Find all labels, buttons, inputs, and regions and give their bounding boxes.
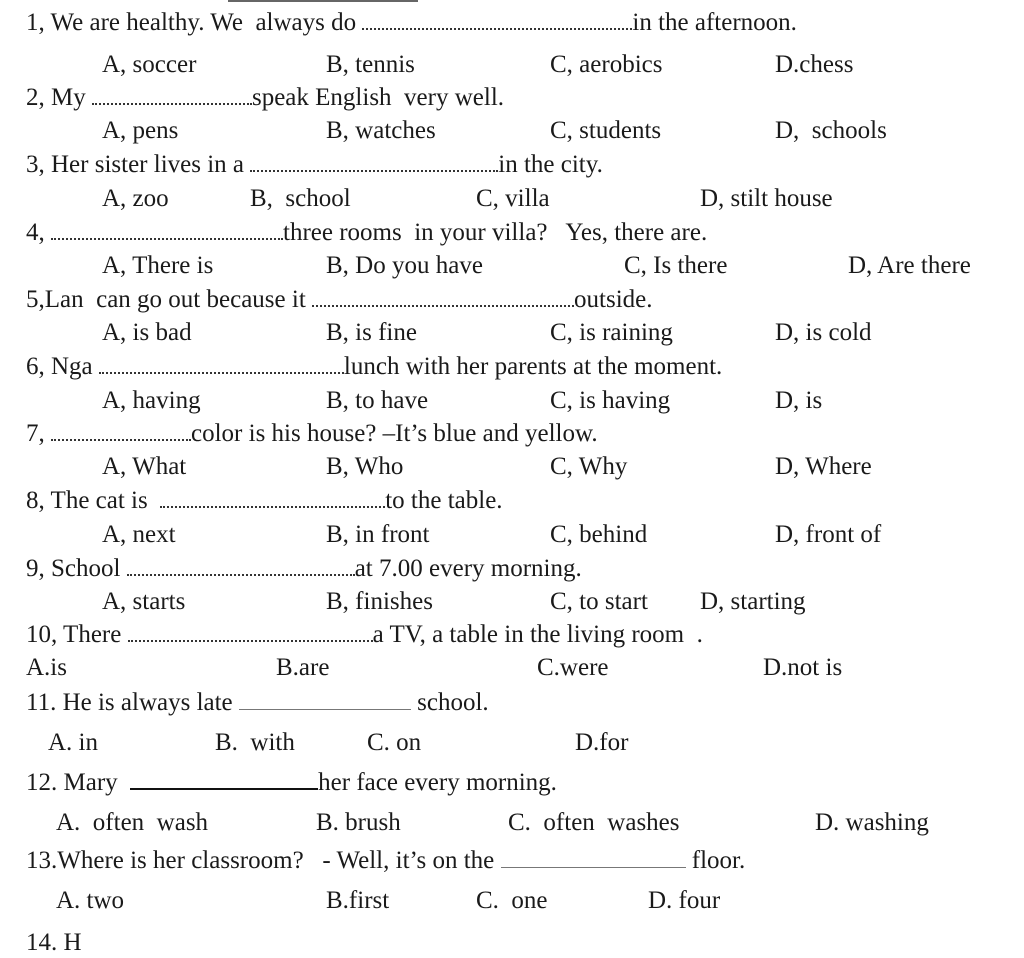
q3-option-c: C, villa — [476, 185, 550, 212]
q3-option-d: D, stilt house — [700, 185, 833, 212]
q7-blank — [51, 419, 191, 441]
question-1 — [26, 8, 797, 38]
q8-option-c: C, behind — [550, 521, 648, 548]
q11-option-c: C. on — [367, 729, 422, 756]
q10-option-b: B.are — [276, 654, 330, 681]
q7-stem-start: 7, — [26, 420, 51, 447]
q11-option-b: B. with — [215, 729, 295, 756]
q13-option-d: D. four — [648, 887, 721, 914]
q13-option-a: A. two — [56, 887, 125, 914]
q1-option-a: A, soccer — [102, 51, 197, 78]
q12-option-c: C. often washes — [508, 809, 680, 836]
q9-option-a: A, starts — [102, 588, 186, 615]
question-6 — [26, 352, 722, 382]
q6-stem-start: 6, Nga — [26, 353, 99, 380]
question-3 — [26, 150, 603, 180]
q8-option-d: D, front of — [775, 521, 882, 548]
q2-option-b: B, watches — [326, 117, 436, 144]
q8-stem-start: 8, The cat is — [26, 487, 161, 514]
q3-stem-start: 3, Her sister lives in a — [26, 151, 251, 178]
q6-option-a: A, having — [102, 387, 201, 414]
q2-stem-end: speak English very well. — [251, 84, 505, 111]
q13-stem-start: 13.Where is her classroom? - Well, it’s on the — [26, 847, 501, 874]
q6-blank — [99, 352, 344, 374]
q10-stem-end: a TV, a table in the living room . — [372, 621, 703, 648]
q12-option-a: A. often wash — [56, 809, 209, 836]
q12-option-d: D. washing — [815, 809, 929, 836]
question-10 — [26, 620, 703, 650]
q1-stem-end: in the afternoon. — [632, 9, 797, 36]
q2-stem-start: 2, My — [26, 84, 92, 111]
q11-stem-end: school. — [410, 689, 489, 716]
q3-stem-end: in the city. — [498, 151, 603, 178]
question-9 — [26, 554, 582, 584]
q10-option-a: A.is — [26, 654, 67, 681]
q9-option-d: D, starting — [700, 588, 806, 615]
q5-stem-start: 5,Lan can go out because it — [26, 286, 313, 313]
q4-stem-end: three rooms in your villa? Yes, there are. — [283, 219, 708, 246]
q3-option-b: B, school — [250, 185, 351, 212]
q4-option-d: D, Are there — [848, 252, 971, 279]
q1-option-b: B, tennis — [326, 51, 415, 78]
q7-stem-end: color is his house? –It’s blue and yellow. — [191, 420, 598, 447]
question-8 — [26, 486, 503, 516]
q6-option-d: D, is — [775, 387, 823, 414]
q2-blank — [92, 83, 252, 105]
q11-blank — [239, 689, 411, 710]
q5-option-c: C, is raining — [550, 319, 673, 346]
q5-option-b: B, is fine — [326, 319, 417, 346]
q5-stem-end: outside. — [574, 286, 653, 313]
q10-option-c: C.were — [537, 654, 609, 681]
q5-option-d: D, is cold — [775, 319, 872, 346]
q12-blank — [130, 768, 318, 790]
q7-option-a: A, What — [102, 453, 187, 480]
q7-option-c: C, Why — [550, 453, 628, 480]
q2-option-c: C, students — [550, 117, 662, 144]
question-4 — [26, 218, 707, 248]
q11-option-a: A. in — [48, 729, 98, 756]
q8-option-b: B, in front — [326, 521, 430, 548]
q10-option-d: D.not is — [763, 654, 843, 681]
q6-option-b: B, to have — [326, 387, 429, 414]
q12-stem-start: 12. Mary — [26, 769, 131, 796]
q3-option-a: A, zoo — [102, 185, 169, 212]
q9-stem-start: 9, School — [26, 555, 127, 582]
q9-blank — [127, 554, 355, 576]
q9-option-b: B, finishes — [326, 588, 433, 615]
question-12 — [26, 768, 557, 798]
q5-blank — [312, 285, 574, 307]
question-11 — [26, 688, 489, 718]
q3-blank — [250, 150, 498, 172]
q13-option-b: B.first — [326, 887, 390, 914]
q11-stem-start: 11. He is always late — [26, 689, 239, 716]
q9-option-c: C, to start — [550, 588, 648, 615]
q8-blank — [160, 486, 385, 508]
question-14-cutoff: 14. H — [26, 929, 82, 956]
q7-option-d: D, Where — [775, 453, 872, 480]
q11-option-d: D.for — [575, 729, 629, 756]
q1-option-d: D.chess — [775, 51, 854, 78]
q10-blank — [128, 620, 373, 642]
q1-blank — [362, 8, 632, 30]
q10-stem-start: 10, There — [26, 621, 128, 648]
q4-option-b: B, Do you have — [326, 252, 483, 279]
q4-stem-start: 4, — [26, 219, 51, 246]
q13-stem-end: floor. — [685, 847, 746, 874]
question-13 — [26, 846, 745, 876]
q1-stem-start: 1, We are healthy. We always do — [26, 9, 363, 36]
q13-blank — [501, 847, 686, 868]
q4-option-c: C, Is there — [624, 252, 728, 279]
q2-option-d: D, schools — [775, 117, 887, 144]
question-2 — [26, 83, 504, 113]
q4-blank — [51, 218, 283, 240]
q9-stem-end: at 7.00 every morning. — [354, 555, 582, 582]
q12-stem-end: her face every morning. — [318, 769, 557, 796]
q8-stem-end: to the table. — [385, 487, 503, 514]
q4-option-a: A, There is — [102, 252, 214, 279]
q5-option-a: A, is bad — [102, 319, 192, 346]
q13-option-c: C. one — [476, 887, 548, 914]
question-7 — [26, 419, 598, 449]
top-rule — [228, 0, 418, 2]
q2-option-a: A, pens — [102, 117, 179, 144]
q1-option-c: C, aerobics — [550, 51, 663, 78]
q6-option-c: C, is having — [550, 387, 671, 414]
question-5 — [26, 285, 652, 315]
q12-option-b: B. brush — [316, 809, 401, 836]
q6-stem-end: lunch with her parents at the moment. — [343, 353, 723, 380]
q7-option-b: B, Who — [326, 453, 404, 480]
q8-option-a: A, next — [102, 521, 176, 548]
